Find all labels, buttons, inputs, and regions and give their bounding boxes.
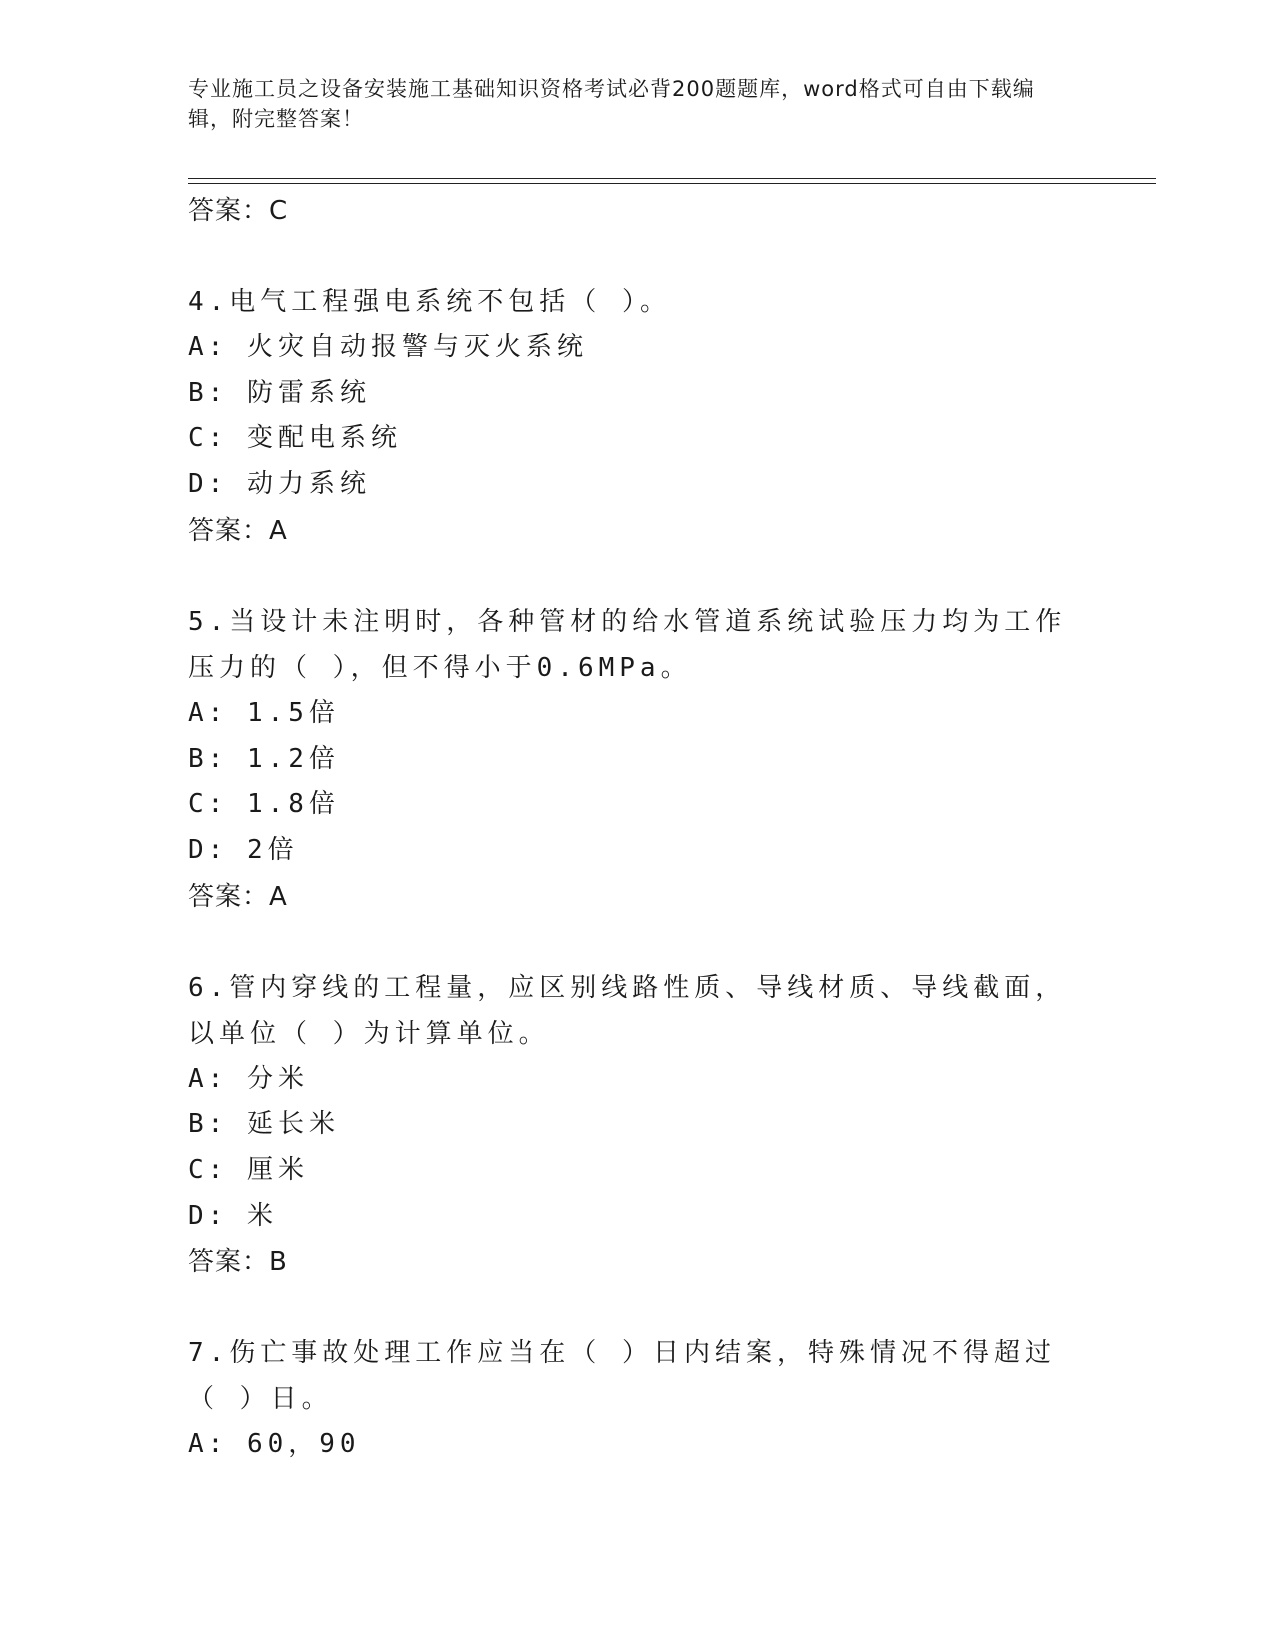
option-text: 1.5倍 <box>246 697 340 728</box>
answer-label: 答案：A <box>188 881 288 912</box>
question-stem: 7.伤亡事故处理工作应当在（ ）日内结案，特殊情况不得超过（ ）日。 <box>188 1338 1056 1415</box>
option-letter: C: <box>188 1155 228 1186</box>
header-divider-bottom <box>188 183 1156 184</box>
option-a <box>188 325 1068 371</box>
question-5 <box>188 599 1068 920</box>
option-text: 动力系统 <box>246 469 371 500</box>
option-text: 60，90 <box>246 1429 361 1460</box>
option-letter: D: <box>188 469 228 500</box>
question-4 <box>188 279 1068 554</box>
option-text: 火灾自动报警与灭火系统 <box>246 332 588 362</box>
option-text: 变配电系统 <box>246 423 402 454</box>
option-d <box>188 828 1068 874</box>
option-a <box>188 1057 1068 1103</box>
answer-label: 答案：C <box>188 196 289 226</box>
option-text: 分米 <box>246 1063 309 1094</box>
option-a <box>188 1422 1068 1468</box>
option-letter: A: <box>188 1429 228 1460</box>
question-6 <box>188 965 1068 1286</box>
option-letter: B: <box>188 1109 228 1140</box>
option-d <box>188 462 1068 508</box>
option-letter: A: <box>188 332 228 362</box>
option-letter: C: <box>188 789 228 820</box>
question-7 <box>188 1330 1068 1468</box>
option-text: 1.8倍 <box>246 789 340 820</box>
answer-label: 答案：A <box>188 515 288 546</box>
option-letter: A: <box>188 1063 228 1094</box>
option-b <box>188 737 1068 783</box>
document-body <box>188 188 1068 1468</box>
header-divider-top <box>188 178 1156 179</box>
option-a <box>188 691 1068 737</box>
question-stem: 6.管内穿线的工程量，应区别线路性质、导线材质、导线截面，以单位（ ）为计算单位。 <box>188 972 1067 1049</box>
option-text: 米 <box>246 1200 278 1231</box>
option-c <box>188 1148 1068 1194</box>
option-letter: A: <box>188 697 228 728</box>
question-stem: 5.当设计未注明时，各种管材的给水管道系统试验压力均为工作压力的（ ），但不得小于0.6MPa。 <box>188 606 1067 683</box>
question-stem: 4.电气工程强电系统不包括（ ）。 <box>188 287 671 317</box>
option-b <box>188 371 1068 417</box>
option-text: 延长米 <box>246 1109 340 1140</box>
option-letter: D: <box>188 834 228 865</box>
document-header: 专业施工员之设备安装施工基础知识资格考试必背200题题库，word格式可自由下载编辑，附完整答案！ <box>188 77 1035 131</box>
option-c <box>188 416 1068 462</box>
option-letter: B: <box>188 377 228 408</box>
option-text: 厘米 <box>246 1155 309 1186</box>
option-text: 2倍 <box>246 834 299 865</box>
option-letter: B: <box>188 743 228 774</box>
option-c <box>188 782 1068 828</box>
option-letter: C: <box>188 423 228 454</box>
option-letter: D: <box>188 1200 228 1231</box>
option-b <box>188 1102 1068 1148</box>
option-d <box>188 1194 1068 1240</box>
answer-label: 答案：B <box>188 1247 288 1278</box>
option-text: 防雷系统 <box>246 377 371 408</box>
option-text: 1.2倍 <box>246 743 340 774</box>
